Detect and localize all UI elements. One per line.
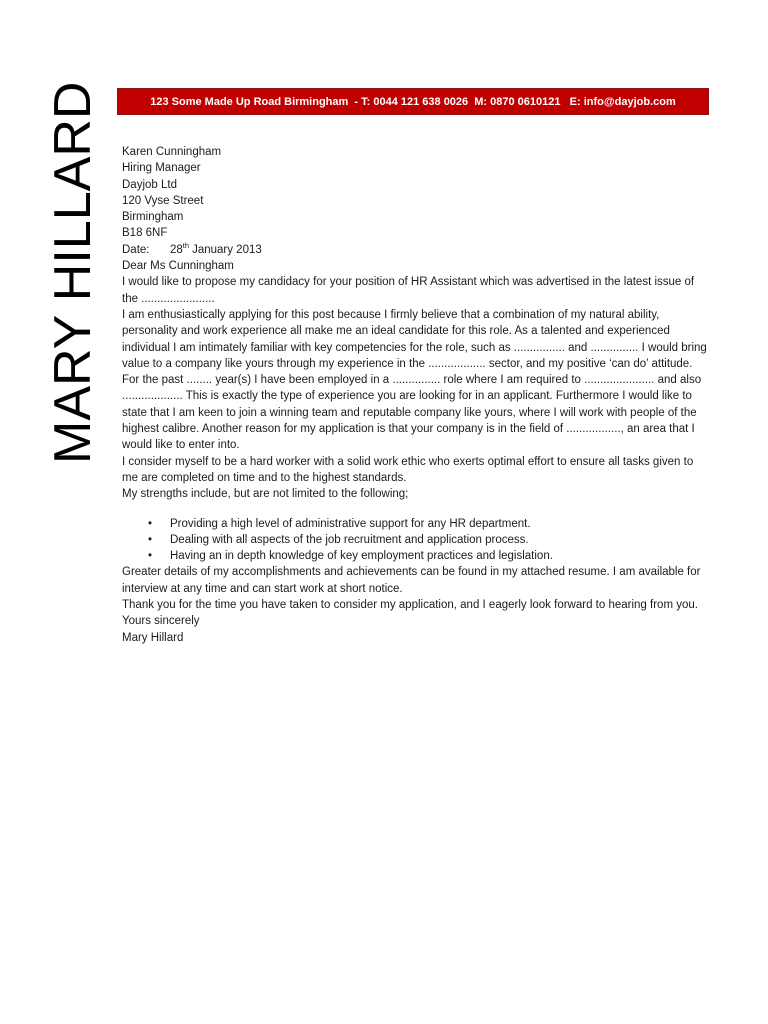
paragraph-applying: I am enthusiastically applying for this post because I firmly believe that a combination of my natural ability, personality and work experience all make me an ideal candidate for this role. As a talented and experienced individual I am intimately familiar with key competencies for the role, such as ................ and ............... I would bring value to a company like yours through my experience in the .................. sector, and my positive ‘can do’ attitude. [122,308,707,370]
recipient-title: Hiring Manager [122,162,201,175]
bullet-item [122,548,712,564]
date-month-year: January 2013 [192,243,262,256]
author-name-vertical: MARY HILLARD [44,81,102,464]
bullet-text: Having an in depth knowledge of key employment practices and legislation. [170,550,553,563]
recipient-name: Karen Cunningham [122,146,222,158]
bullet-icon: • [148,533,153,546]
bullet-item [122,532,712,548]
recipient-block [122,144,712,242]
paragraph-work-ethic: I consider myself to be a hard worker with a solid work ethic who exerts optimal effort to ensure all tasks given to me are completed on time and to the highest standards. [122,455,694,484]
recipient-city: Birmingham [122,211,184,224]
bullet-text: Providing a high level of administrative support for any HR department. [170,517,531,530]
signature-name: Mary Hillard [122,631,184,644]
bullet-icon: • [148,517,153,530]
paragraph-resume-note: Greater details of my accomplishments and achievements can be found in my attached resume. I am available for interview at any time and can start work at short notice. [122,566,701,595]
recipient-street: 120 Vyse Street [122,194,204,207]
bullet-text: Dealing with all aspects of the job recruitment and application process. [170,533,529,546]
paragraph-candidacy: I would like to propose my candidacy for your position of HR Assistant which was advertised in the latest issue of the ....................... [122,276,695,305]
date-line [122,242,712,258]
letter-body [122,144,712,646]
strengths-bullet-list [122,516,712,565]
paragraph-experience: For the past ........ year(s) I have been employed in a ............... role where I am required to ...................... and also ................... This is exactly the type of experience you are looking for in an applicant. Furthermore I would like to state that I am keen to join a winning team and reputable company like yours, where I will work with people of the highest calibre. Another reason for my application is that your company is in the field of ................., an area that I would like to enter into. [122,374,702,452]
strengths-intro: My strengths include, but are not limited to the following; [122,488,409,501]
date-label: Date: [122,243,150,256]
signoff: Yours sincerely [122,615,200,628]
salutation: Dear Ms Cunningham [122,260,234,273]
recipient-postcode: B18 6NF [122,227,168,240]
bullet-icon: • [148,550,153,563]
paragraph-thank-you: Thank you for the time you have taken to consider my application, and I eagerly look forward to hearing from you. [122,599,698,612]
bullet-item [122,516,712,532]
contact-banner [117,88,709,115]
date-day: 28 [170,243,183,256]
contact-banner-text: 123 Some Made Up Road Birmingham - T: 0044 121 638 0026 M: 0870 0610121 E: info@dayjob.com [150,95,676,108]
date-ordinal: th [182,240,190,250]
recipient-company: Dayjob Ltd [122,178,177,191]
